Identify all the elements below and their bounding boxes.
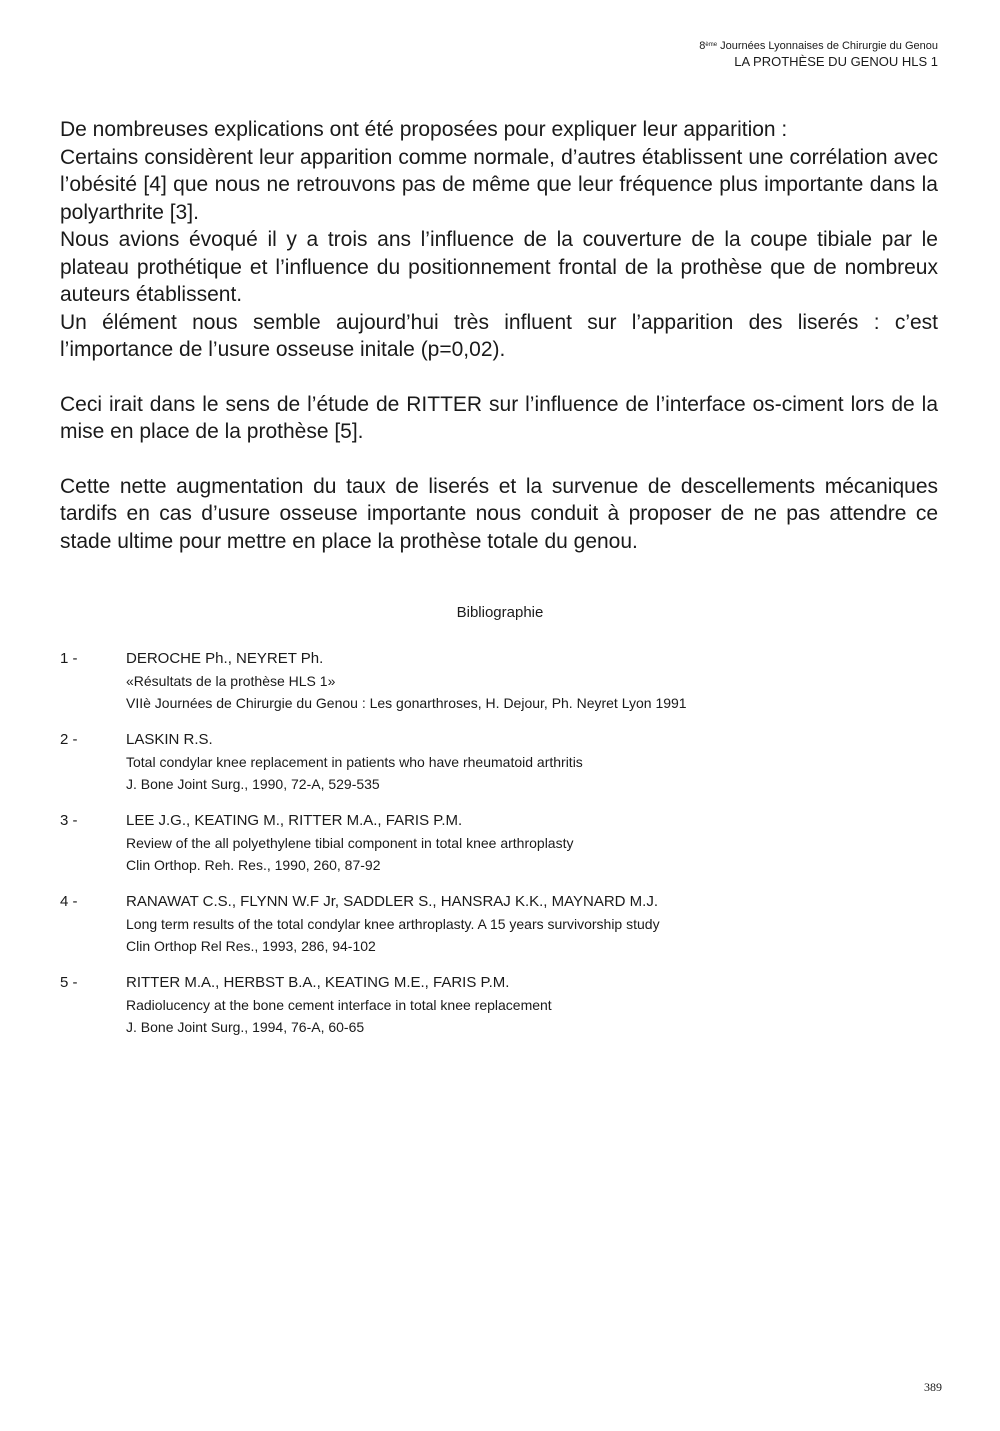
paragraph-3: Nous avions évoqué il y a trois ans l’influence de la couverture de la coupe tibiale par le plateau prothétique et l’influence du positionnement frontal de la prothèse que de nombreux auteurs établissent. xyxy=(60,228,938,306)
header-conference xyxy=(699,38,938,54)
reference-item xyxy=(60,972,940,1038)
reference-number: 1 - xyxy=(60,650,78,667)
reference-authors: LEE J.G., KEATING M., RITTER M.A., FARIS P.M. xyxy=(126,812,463,829)
reference-content xyxy=(126,648,940,714)
reference-authors: RANAWAT C.S., FLYNN W.F Jr, SADDLER S., HANSRAJ K.K., MAYNARD M.J. xyxy=(126,893,659,910)
reference-number: 3 - xyxy=(60,812,78,829)
reference-authors: LASKIN R.S. xyxy=(126,731,213,748)
reference-item xyxy=(60,729,940,795)
reference-content xyxy=(126,891,940,957)
bibliography-list xyxy=(60,648,940,1053)
reference-authors: RITTER M.A., HERBST B.A., KEATING M.E., FARIS P.M. xyxy=(126,974,510,991)
reference-source: VIIè Journées de Chirurgie du Genou : Les gonarthroses, H. Dejour, Ph. Neyret Lyon 1991 xyxy=(126,695,687,711)
reference-number: 2 - xyxy=(60,731,78,748)
paragraph-4: Un élément nous semble aujourd’hui très influent sur l’apparition des liserés : c’est l’importance de l’usure osseuse initale (p=0,02). xyxy=(60,310,938,361)
reference-source: J. Bone Joint Surg., 1994, 76-A, 60-65 xyxy=(126,1019,365,1035)
reference-title: Radiolucency at the bone cement interface in total knee replacement xyxy=(126,997,552,1013)
reference-number: 5 - xyxy=(60,974,78,991)
reference-title: Long term results of the total condylar knee arthroplasty. A 15 years survivorship study xyxy=(126,916,660,932)
body-text xyxy=(60,116,938,555)
bibliography-heading: Bibliographie xyxy=(456,604,544,621)
reference-authors: DEROCHE Ph., NEYRET Ph. xyxy=(126,650,324,667)
reference-source: Clin Orthop Rel Res., 1993, 286, 94-102 xyxy=(126,938,376,954)
header-edition-number: 8 xyxy=(699,40,706,52)
reference-item xyxy=(60,891,940,957)
paragraph-5: Ceci irait dans le sens de l’étude de RITTER sur l’influence de l’interface os-ciment lors de la mise en place de la prothèse [5]. xyxy=(60,392,938,443)
running-header xyxy=(699,38,938,69)
reference-source: Clin Orthop. Reh. Res., 1990, 260, 87-92 xyxy=(126,857,381,873)
header-conference-name: Journées Lyonnaises de Chirurgie du Genou xyxy=(720,40,938,52)
reference-title: Total condylar knee replacement in patients who have rheumatoid arthritis xyxy=(126,754,583,770)
reference-content xyxy=(126,972,940,1038)
paragraph-6: Cette nette augmentation du taux de liserés et la survenue de descellements mécaniques tardifs en cas d’usure osseuse importante nous conduit à proposer de ne pas attendre ce stade ultime pour mettre en place la prothèse totale du genou. xyxy=(60,474,938,553)
page-number: 389 xyxy=(924,1380,942,1394)
reference-content xyxy=(126,729,940,795)
reference-source: J. Bone Joint Surg., 1990, 72-A, 529-535 xyxy=(126,776,380,792)
header-chapter-title: LA PROTHÈSE DU GENOU HLS 1 xyxy=(734,54,938,69)
reference-title: Review of the all polyethylene tibial component in total knee arthroplasty xyxy=(126,835,574,851)
paragraph-2: Certains considèrent leur apparition comme normale, d’autres établissent une corrélation avec l’obésité [4] que nous ne retrouvons pas de même que leur fréquence plus importante dans la polyarthrite [3]. xyxy=(60,145,938,224)
reference-title: «Résultats de la prothèse HLS 1» xyxy=(126,673,336,689)
header-edition-suffix: ème xyxy=(705,42,718,48)
reference-item xyxy=(60,648,940,714)
reference-item xyxy=(60,810,940,876)
paragraph-1: De nombreuses explications ont été proposées pour expliquer leur apparition : xyxy=(60,118,788,141)
reference-content xyxy=(126,810,940,876)
reference-number: 4 - xyxy=(60,893,78,910)
